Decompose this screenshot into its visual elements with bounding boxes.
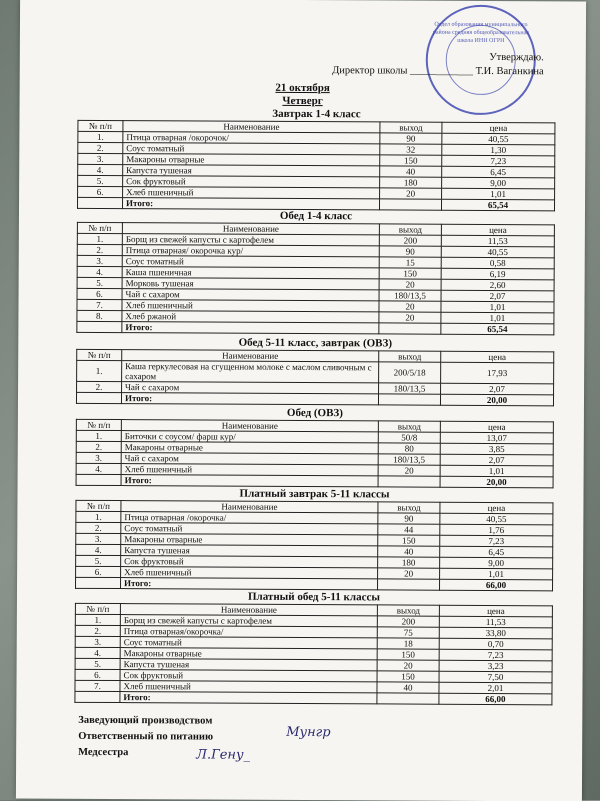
dish-price: 9,00 [440, 557, 553, 569]
row-number: 5. [78, 175, 123, 186]
column-header-name: Наименование [122, 350, 379, 362]
dish-output: 50/8 [378, 432, 440, 443]
row-number: 3. [77, 255, 122, 266]
menu-weekday: Четверг [282, 94, 323, 108]
column-header-name: Наименование [121, 420, 378, 432]
total-label: Итого: [120, 692, 377, 704]
row-number: 5. [75, 658, 120, 669]
dish-output: 40 [380, 166, 442, 177]
dish-price: 2,07 [441, 383, 554, 395]
section-title: Платный обед 5-11 классы [247, 590, 380, 604]
total-value: 66,00 [439, 693, 552, 705]
dish-name: Каша пшеничная [122, 267, 379, 279]
dish-name: Чай с сахаром [122, 382, 379, 394]
stamp-text: Отдел образования муниципального района средняя общеобразовательная школа ИНН ОГРН [432, 21, 529, 45]
total-row [76, 474, 553, 487]
column-header-price: цена [441, 224, 554, 236]
dish-output: 20 [379, 301, 441, 312]
dish-name: Соус томатный [120, 637, 377, 649]
dish-output: 180 [380, 177, 442, 188]
dish-price: 1,01 [440, 465, 553, 477]
dish-name: Макароны отварные [120, 648, 377, 660]
total-value: 20,00 [440, 476, 553, 488]
menu-table [76, 222, 555, 336]
dish-output: 150 [380, 155, 442, 166]
total-label: Итого: [121, 475, 378, 487]
column-header-name: Наименование [123, 121, 380, 133]
total-empty-cell [379, 323, 441, 334]
row-number: 4. [75, 647, 120, 658]
dish-output: 180 [378, 557, 440, 568]
director-line: Директор школы ____________ Т.И. Ваганкина [332, 65, 544, 78]
dish-price: 7,23 [442, 155, 555, 167]
dish-price: 9,00 [442, 177, 555, 189]
dish-name: Хлеб пшеничный [121, 567, 378, 579]
column-header-num: № п/п [76, 500, 121, 511]
row-number: 6. [75, 669, 120, 680]
section-paid-lunch [74, 590, 553, 706]
dish-name: Птица отварная /окорочок/ [123, 132, 380, 144]
row-number: 7. [75, 680, 120, 691]
total-value: 20,00 [440, 394, 553, 406]
dish-name: Каша геркулесовая на сгущенном молоке с маслом сливочным с сахаром [122, 361, 379, 383]
dish-price: 11,53 [439, 616, 552, 628]
section-title: Обед 5-11 класс, завтрак (ОВЗ) [238, 336, 393, 350]
row-number: 2. [75, 625, 120, 636]
dish-price: 2,07 [440, 454, 553, 466]
dish-price: 1,01 [441, 301, 554, 313]
table-row [77, 360, 554, 383]
dish-name: Борщ из свежей капусты с картофелем [120, 615, 377, 627]
column-header-price: цена [440, 421, 553, 433]
dish-price: 11,53 [441, 235, 554, 247]
dish-name: Сок фруктовый [123, 176, 380, 188]
dish-name: Соус томатный [123, 143, 380, 155]
dish-name: Соус томатный [121, 523, 378, 535]
dish-output: 40 [378, 546, 440, 557]
dish-output: 40 [377, 682, 439, 693]
column-header-price: цена [440, 502, 553, 514]
row-number: 7. [77, 299, 122, 310]
column-header-num: № п/п [76, 419, 121, 430]
total-empty-cell [77, 321, 122, 332]
dish-output: 32 [380, 144, 442, 155]
dish-name: Борщ из свежей капусты с картофелем [122, 234, 379, 246]
row-number: 4. [77, 266, 122, 277]
total-value: 65,54 [441, 323, 554, 335]
dish-output: 180/13,5 [379, 290, 441, 301]
dish-price: 0,70 [439, 638, 552, 650]
total-empty-cell [378, 394, 440, 405]
dish-name: Макароны отварные [121, 442, 378, 454]
dish-price: 2,60 [441, 279, 554, 291]
total-empty-cell [76, 474, 121, 485]
dish-price: 1,01 [442, 188, 555, 200]
row-number: 2. [77, 244, 122, 255]
total-empty-cell [377, 693, 439, 704]
total-empty-cell [378, 476, 440, 487]
dish-output: 44 [378, 524, 440, 535]
dish-output: 90 [379, 246, 441, 257]
column-header-num: № п/п [77, 222, 122, 233]
dish-price: 1,30 [442, 144, 555, 156]
total-empty-cell [378, 579, 440, 590]
total-label: Итого: [121, 393, 378, 405]
dish-price: 2,01 [439, 682, 552, 694]
dish-output: 150 [379, 268, 441, 279]
dish-price: 1,76 [440, 524, 553, 536]
column-header-output: выход [380, 122, 442, 133]
column-header-price: цена [439, 605, 552, 617]
dish-output: 20 [378, 465, 440, 476]
dish-output: 200/5/18 [379, 362, 441, 383]
dish-output: 20 [379, 279, 441, 290]
total-row [76, 392, 553, 405]
signature-block [78, 713, 213, 762]
dish-name: Птица отварная /окорочка/ [121, 512, 378, 524]
approval-block [332, 50, 544, 79]
footer-line-production: Заведующий производством [78, 714, 213, 727]
row-number: 1. [76, 430, 121, 441]
row-number: 1. [75, 614, 120, 625]
footer-line-nurse: Медсестра [78, 746, 129, 759]
column-header-price: цена [442, 122, 555, 134]
menu-table [74, 603, 553, 706]
total-empty-cell [75, 691, 120, 702]
total-empty-cell [379, 199, 441, 210]
section-lunch-1-4 [76, 209, 555, 336]
dish-output: 20 [379, 312, 441, 323]
dish-output: 90 [380, 133, 442, 144]
section-title: Платный завтрак 5-11 классы [239, 487, 390, 501]
dish-output: 20 [377, 660, 439, 671]
dish-name: Макароны отварные [121, 534, 378, 546]
dish-name: Капуста тушеная [123, 165, 380, 177]
section-breakfast-1-4 [77, 107, 556, 212]
row-number: 3. [76, 533, 121, 544]
dish-price: 3,85 [440, 443, 553, 455]
dish-price: 2,07 [441, 290, 554, 302]
footer-line-responsible: Ответственный по питанию [78, 730, 214, 743]
total-label: Итого: [121, 578, 378, 590]
dish-output: 18 [377, 638, 439, 649]
dish-price: 13,07 [440, 432, 553, 444]
section-title: Завтрак 1-4 класс [272, 107, 361, 121]
dish-name: Капуста тушеная [120, 659, 377, 671]
dish-output: 20 [378, 568, 440, 579]
dish-output: 90 [378, 513, 440, 524]
column-header-output: выход [378, 502, 440, 513]
dish-output: 150 [378, 535, 440, 546]
row-number: 4. [78, 164, 123, 175]
section-title: Обед 1-4 класс [279, 209, 353, 223]
total-label: Итого: [122, 322, 379, 334]
dish-price: 40,55 [441, 246, 554, 258]
column-header-name: Наименование [122, 223, 379, 235]
dish-price: 0,58 [441, 257, 554, 269]
row-number: 5. [77, 277, 122, 288]
dish-name: Хлеб пшеничный [121, 464, 378, 476]
row-number: 1. [78, 131, 123, 142]
column-header-name: Наименование [120, 604, 377, 616]
total-row [76, 577, 553, 590]
dish-price: 40,55 [442, 133, 555, 145]
row-number: 4. [76, 463, 121, 474]
dish-price: 7,23 [439, 649, 552, 661]
row-number: 3. [76, 452, 121, 463]
column-header-num: № п/п [77, 349, 122, 360]
row-number: 5. [76, 555, 121, 566]
dish-price: 7,23 [440, 535, 553, 547]
total-value: 65,54 [441, 199, 554, 211]
column-header-name: Наименование [121, 501, 378, 513]
dish-price: 3,23 [439, 660, 552, 672]
dish-price: 17,93 [441, 362, 554, 384]
dish-name: Биточки с соусом/ фарш кур/ [121, 431, 378, 443]
row-number: 1. [77, 360, 122, 381]
section-lunch-ovz [76, 406, 554, 489]
dish-price: 6,19 [441, 268, 554, 280]
dish-output: 20 [380, 188, 442, 199]
row-number: 1. [76, 511, 121, 522]
row-number: 4. [76, 544, 121, 555]
dish-output: 150 [377, 649, 439, 660]
row-number: 6. [78, 186, 123, 197]
signature-nurse: Л.Гену_ [196, 747, 251, 763]
column-header-output: выход [378, 421, 440, 432]
menu-table [75, 500, 553, 592]
column-header-price: цена [441, 351, 554, 363]
row-number: 2. [76, 441, 121, 452]
dish-price: 40,55 [440, 513, 553, 525]
total-label: Итого: [122, 198, 379, 210]
total-row [77, 321, 554, 334]
dish-name: Чай с сахаром [121, 453, 378, 465]
menu-sheet [16, 0, 586, 801]
row-number: 6. [76, 566, 121, 577]
total-empty-cell [78, 197, 123, 208]
dish-output: 180/13,5 [378, 454, 440, 465]
dish-output: 180/13,5 [379, 383, 441, 394]
dish-price: 33,80 [439, 627, 552, 639]
section-title: Обед (ОВЗ) [286, 406, 343, 420]
dish-price: 7,50 [439, 671, 552, 683]
section-paid-breakfast [75, 487, 554, 592]
dish-price: 6,45 [440, 546, 553, 558]
dish-name: Птица отварная/ окорочка кур/ [122, 245, 379, 257]
menu-table [76, 419, 554, 489]
row-number: 3. [75, 636, 120, 647]
column-header-num: № п/п [75, 603, 120, 614]
menu-table [76, 349, 554, 407]
dish-name: Птица отварная/окорочка/ [120, 626, 377, 638]
row-number: 2. [76, 522, 121, 533]
column-header-output: выход [379, 224, 441, 235]
total-row [75, 691, 552, 704]
dish-output: 150 [377, 671, 439, 682]
dish-name: Хлеб ржаной [122, 311, 379, 323]
dish-name: Хлеб пшеничный [122, 300, 379, 312]
dish-name: Хлеб пшеничный [123, 187, 380, 199]
total-value: 66,00 [440, 579, 553, 591]
menu-date: 21 октября [275, 81, 330, 95]
approve-label: Утверждаю. [489, 51, 544, 64]
dish-name: Хлеб пшеничный [120, 681, 377, 693]
dish-name: Сок фруктовый [120, 670, 377, 682]
section-lunch-5-11-ovz [76, 336, 554, 407]
menu-table [77, 120, 555, 212]
row-number: 3. [78, 153, 123, 164]
column-header-output: выход [377, 605, 439, 616]
dish-price: 1,01 [441, 312, 554, 324]
dish-name: Морковь тушеная [122, 278, 379, 290]
row-number: 2. [77, 381, 122, 392]
total-empty-cell [76, 392, 121, 403]
dish-output: 15 [379, 257, 441, 268]
column-header-output: выход [379, 351, 441, 362]
row-number: 2. [78, 142, 123, 153]
row-number: 6. [77, 288, 122, 299]
row-number: 1. [77, 233, 122, 244]
dish-name: Макароны отварные [123, 154, 380, 166]
dish-price: 6,45 [442, 166, 555, 178]
dish-name: Капуста тушеная [121, 545, 378, 557]
signature-production: Мунгр [286, 724, 331, 741]
dish-name: Сок фруктовый [121, 556, 378, 568]
dish-output: 80 [378, 443, 440, 454]
total-empty-cell [76, 577, 121, 588]
row-number: 8. [77, 310, 122, 321]
dish-output: 75 [377, 627, 439, 638]
dish-output: 200 [379, 235, 441, 246]
dish-name: Соус томатный [122, 256, 379, 268]
dish-name: Чай с сахаром [122, 289, 379, 301]
dish-output: 200 [377, 616, 439, 627]
dish-price: 1,01 [440, 568, 553, 580]
column-header-num: № п/п [78, 120, 123, 131]
